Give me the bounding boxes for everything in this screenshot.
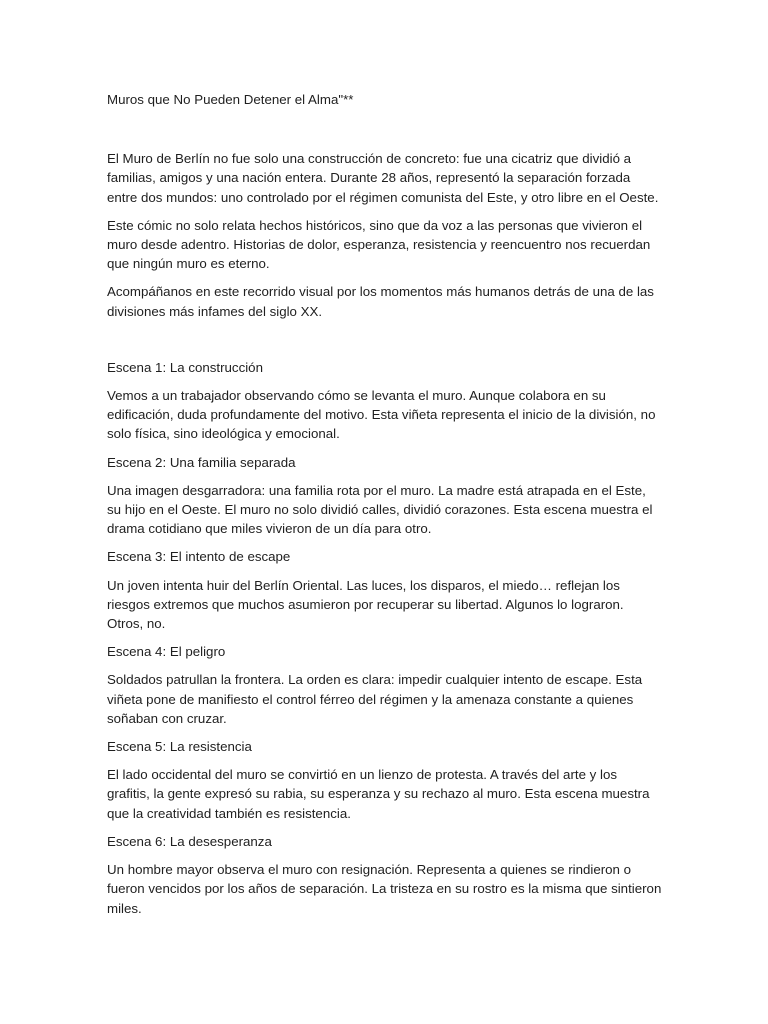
scene-6-heading: Escena 6: La desesperanza [107, 833, 272, 849]
scene-4-heading: Escena 4: El peligro [107, 644, 226, 660]
scene-5-text: El lado occidental del muro se convirtió en un lienzo de protesta. A través del arte y los grafitis, la gente expresó su rabia, su esperanza y su rechazo al muro. Esta escena muestra que la creatividad también es resistencia. [107, 767, 650, 821]
scene-3-heading: Escena 3: El intento de escape [107, 549, 291, 565]
scene-4-text: Soldados patrullan la frontera. La orden es clara: impedir cualquier intento de escape. Esta viñeta pone de manifiesto el control férreo del régimen y la amenaza constante a quienes soñaban con cruzar. [107, 672, 643, 726]
scene-2-text: Una imagen desgarradora: una familia rota por el muro. La madre está atrapada en el Este, su hijo en el Oeste. El muro no solo dividió calles, dividió corazones. Esta escena muestra el drama cotidiano que miles vivieron de un día para otro. [107, 482, 653, 537]
document-body [107, 90, 663, 927]
document-title: Muros que No Pueden Detener el Alma"** [107, 92, 354, 107]
intro-paragraph-2: Este cómic no solo relata hechos históricos, sino que da voz a las personas que vivieron el muro desde adentro. Historias de dolor, esperanza, resistencia y reencuentro nos recuerdan que ningún muro es eterno. [107, 217, 651, 272]
scene-1-text: Vemos a un trabajador observando cómo se levanta el muro. Aunque colabora en su edificación, duda profundamente del motivo. Esta viñeta representa el inicio de la división, no solo física, sino ideológica y emocional. [107, 388, 656, 442]
spacer [107, 330, 663, 358]
scene-2-heading: Escena 2: Una familia separada [107, 454, 296, 470]
spacer [107, 109, 663, 149]
intro-paragraph-3: Acompáñanos en este recorrido visual por los momentos más humanos detrás de una de las divisiones más infames del siglo XX. [107, 284, 654, 319]
scene-3-text: Un joven intenta huir del Berlín Oriental. Las luces, los disparos, el miedo… reflejan los riesgos extremos que muchos asumieron por recuperar su libertad. Algunos lo lograron. Otros, no. [107, 577, 624, 632]
scene-1-heading: Escena 1: La construcción [107, 359, 263, 375]
scene-6-text: Un hombre mayor observa el muro con resignación. Representa a quienes se rindieron o fueron vencidos por los años de separación. La tristeza en su rostro es la misma que sintieron miles. [107, 862, 662, 916]
intro-paragraph-1: El Muro de Berlín no fue solo una construcción de concreto: fue una cicatriz que dividió a familias, amigos y una nación entera. Durante 28 años, representó la separación forzada entre dos mundos: uno controlado por el régimen comunista del Este, y otro libre en el Oeste. [107, 151, 659, 205]
scene-5-heading: Escena 5: La resistencia [107, 739, 252, 755]
